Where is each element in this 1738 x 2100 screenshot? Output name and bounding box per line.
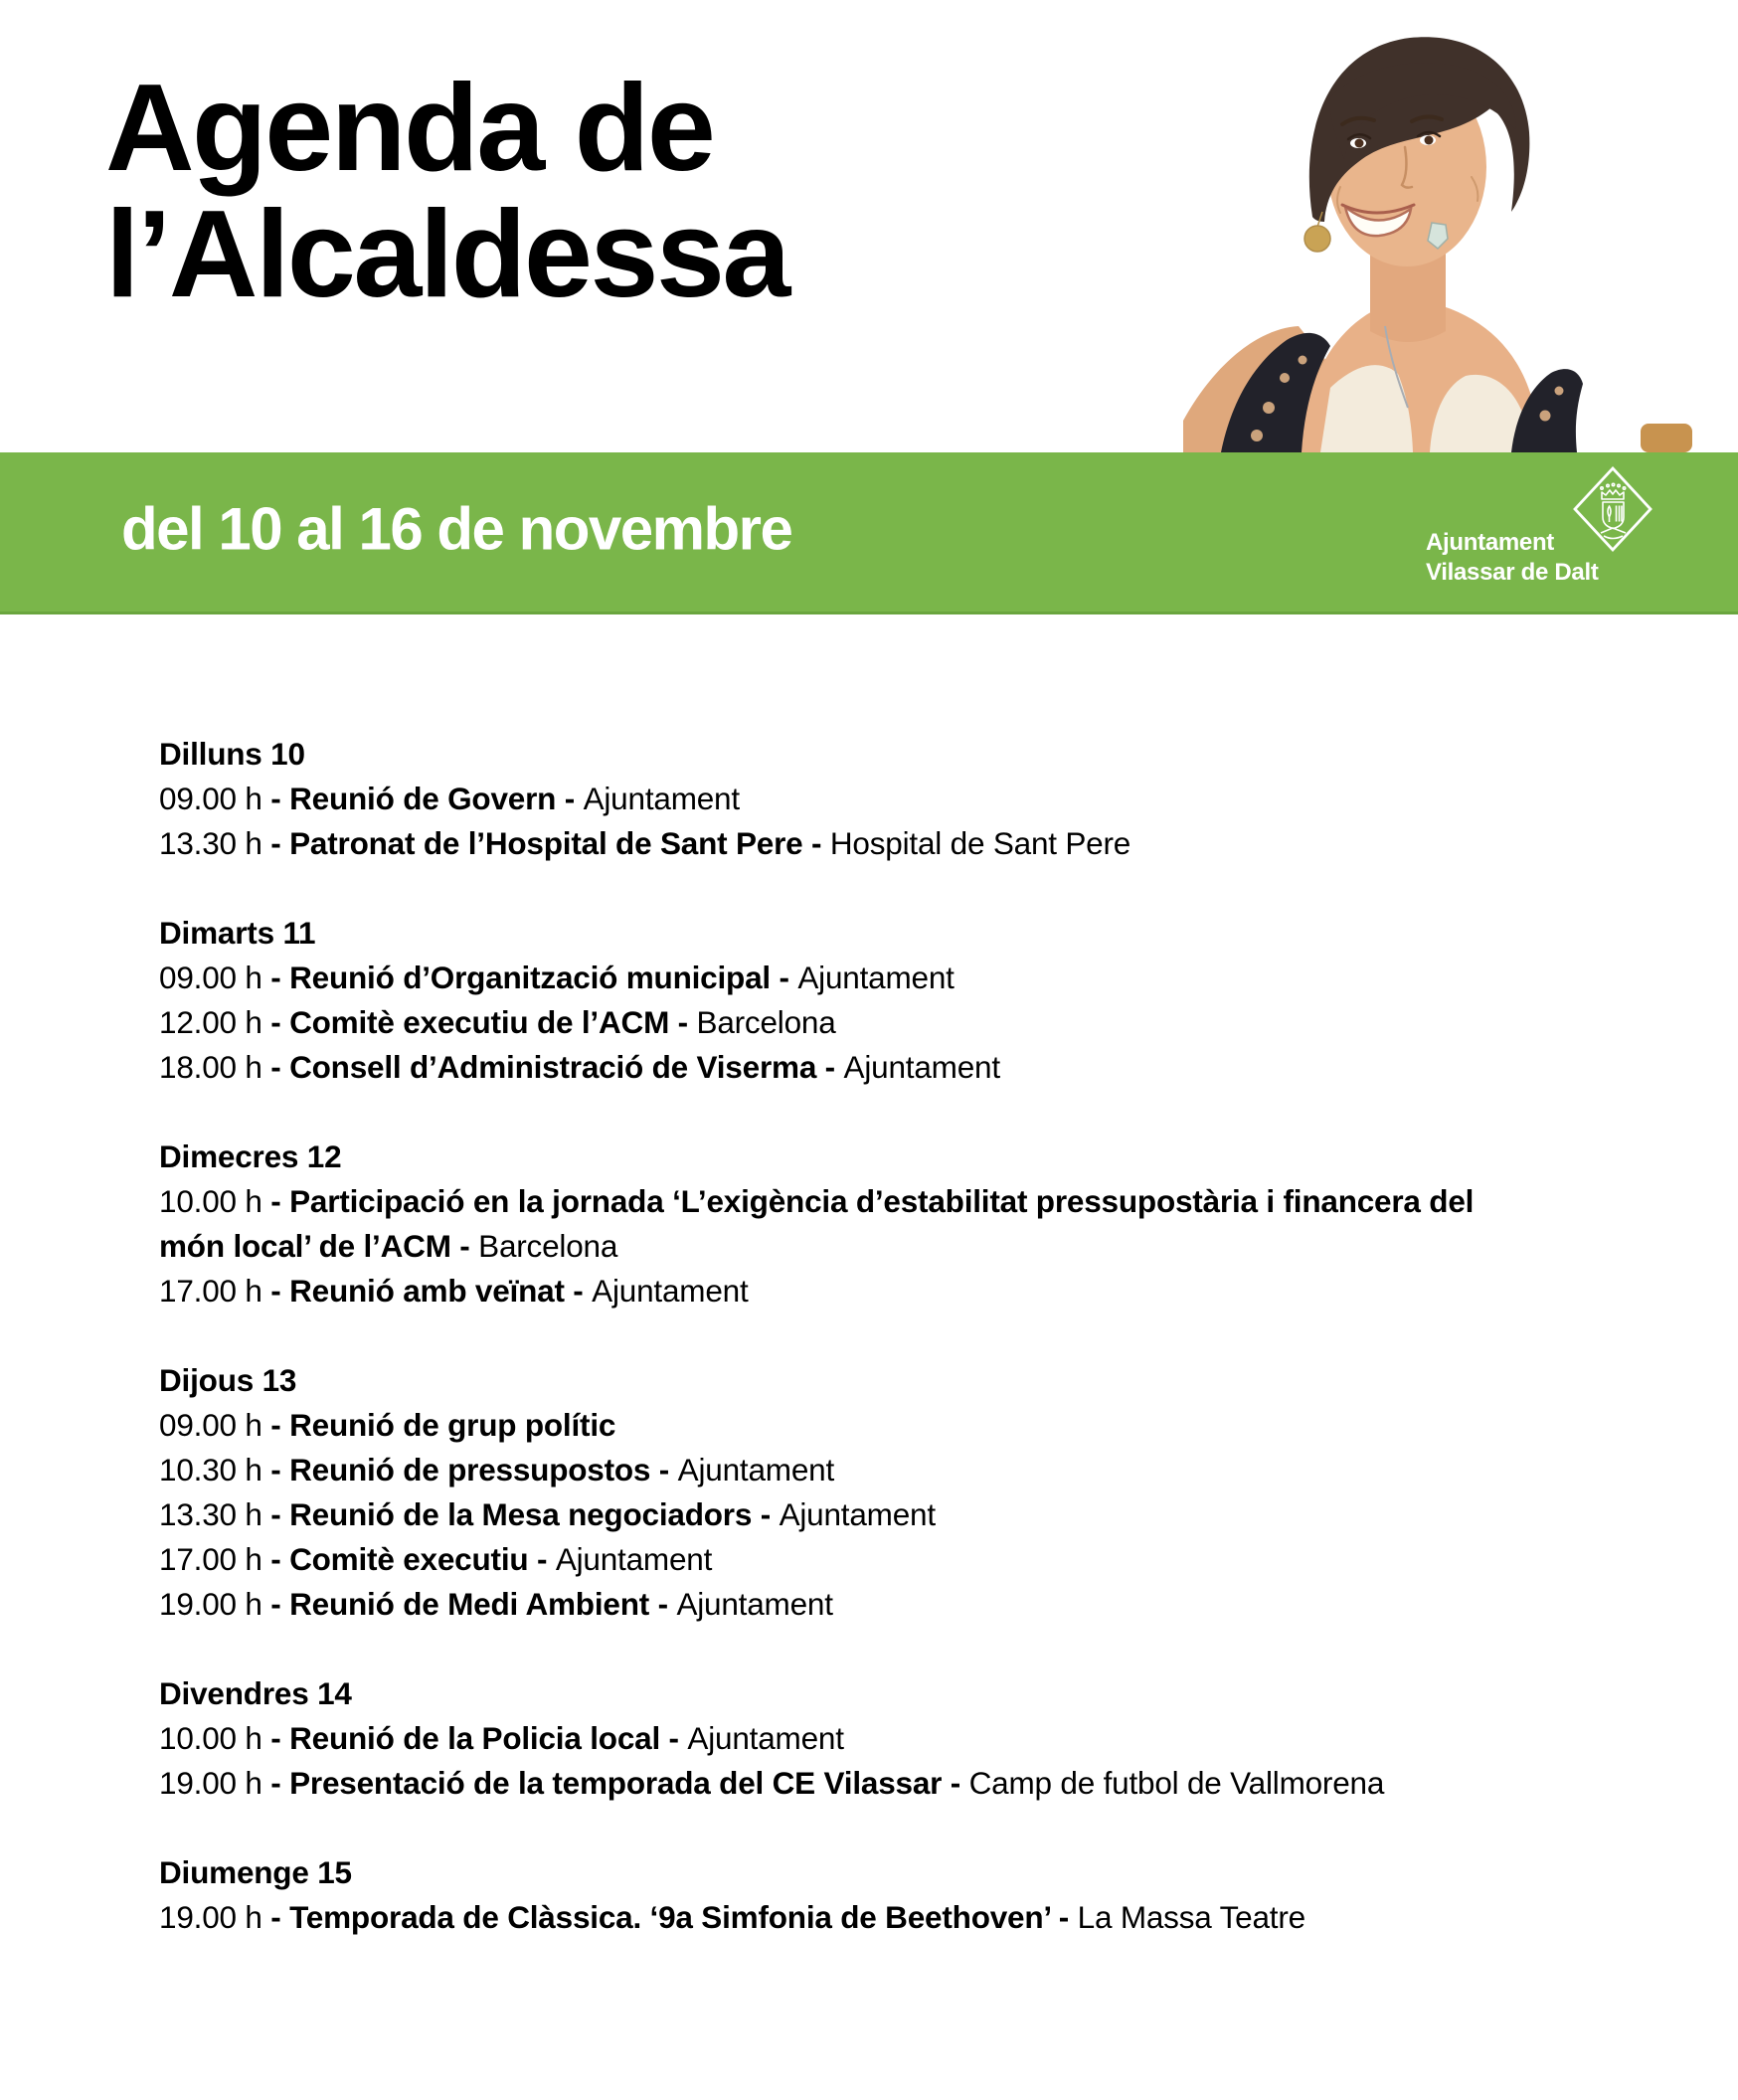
event-time: 19.00 h — [159, 1899, 262, 1935]
event-row — [159, 1403, 1481, 1448]
event-title: - Reunió de Govern - — [261, 781, 584, 816]
event-title: - Reunió de la Mesa negociadors - — [261, 1496, 780, 1532]
event-time: 09.00 h — [159, 1407, 262, 1443]
day-section-dilluns-10 — [159, 732, 1481, 866]
org-name-line2: Vilassar de Dalt — [1426, 559, 1599, 586]
day-section-dimecres-12 — [159, 1135, 1481, 1313]
event-time: 19.00 h — [159, 1765, 262, 1801]
event-title: - Reunió de grup polític — [261, 1407, 616, 1443]
event-time: 13.30 h — [159, 825, 262, 861]
day-section-diumenge-15 — [159, 1850, 1481, 1940]
event-row — [159, 1492, 1481, 1537]
day-label: Diumenge 15 — [159, 1854, 352, 1890]
day-section-dimarts-11 — [159, 911, 1481, 1090]
event-time: 10.00 h — [159, 1720, 262, 1756]
alcaldessa-photo — [1181, 28, 1738, 452]
org-name — [1426, 528, 1599, 588]
event-time: 10.00 h — [159, 1183, 262, 1219]
event-time: 18.00 h — [159, 1049, 262, 1085]
event-row — [159, 1761, 1481, 1806]
date-banner — [0, 452, 1738, 614]
event-location: Ajuntament — [555, 1541, 713, 1577]
event-location: Ajuntament — [843, 1049, 1000, 1085]
day-label: Dilluns 10 — [159, 736, 305, 772]
event-row — [159, 1045, 1481, 1090]
event-title: - Reunió de la Policia local - — [261, 1720, 688, 1756]
date-range-label: del 10 al 16 de novembre — [121, 495, 792, 563]
event-title: - Comitè executiu de l’ACM - — [261, 1004, 697, 1040]
event-location: Camp de futbol de Vallmorena — [968, 1765, 1385, 1801]
agenda-list — [159, 732, 1481, 1940]
portrait-illustration — [1181, 28, 1738, 452]
day-label: Dimecres 12 — [159, 1138, 342, 1174]
org-name-line1: Ajuntament — [1426, 529, 1555, 556]
event-title: - Participació en la jornada ‘L’exigència d’estabilitat pressupostària i financera del món local’ de l’ACM - — [159, 1183, 1475, 1264]
page-title — [105, 60, 788, 323]
event-time: 19.00 h — [159, 1586, 262, 1622]
event-location: Hospital de Sant Pere — [829, 825, 1131, 861]
event-location: Barcelona — [478, 1228, 618, 1264]
event-time: 17.00 h — [159, 1273, 262, 1309]
event-title: - Reunió de pressupostos - — [261, 1452, 678, 1488]
event-row — [159, 1582, 1481, 1627]
event-row — [159, 1000, 1481, 1045]
event-location: Ajuntament — [677, 1452, 835, 1488]
day-section-divendres-14 — [159, 1671, 1481, 1806]
event-time: 10.30 h — [159, 1452, 262, 1488]
day-section-dijous-13 — [159, 1358, 1481, 1627]
event-time: 09.00 h — [159, 781, 262, 816]
event-row — [159, 1269, 1481, 1313]
event-time: 09.00 h — [159, 960, 262, 995]
event-time: 17.00 h — [159, 1541, 262, 1577]
event-row — [159, 1895, 1481, 1940]
event-location: Ajuntament — [687, 1720, 844, 1756]
page-title-line1: Agenda de — [105, 60, 714, 197]
event-location: Barcelona — [696, 1004, 836, 1040]
day-label: Divendres 14 — [159, 1675, 352, 1711]
event-location: Ajuntament — [797, 960, 955, 995]
event-location: La Massa Teatre — [1077, 1899, 1305, 1935]
event-row — [159, 821, 1481, 866]
event-location: Ajuntament — [592, 1273, 749, 1309]
event-location: Ajuntament — [583, 781, 740, 816]
event-row — [159, 1537, 1481, 1582]
event-row — [159, 1716, 1481, 1761]
day-label: Dijous 13 — [159, 1362, 297, 1398]
event-title: - Reunió de Medi Ambient - — [261, 1586, 677, 1622]
event-row — [159, 777, 1481, 821]
event-title: - Reunió amb veïnat - — [261, 1273, 593, 1309]
event-title: - Reunió d’Organització municipal - — [261, 960, 798, 995]
page-title-line2: l’Alcaldessa — [105, 186, 788, 323]
event-title: - Consell d’Administració de Viserma - — [261, 1049, 844, 1085]
event-title: - Presentació de la temporada del CE Vilassar - — [261, 1765, 969, 1801]
event-time: 12.00 h — [159, 1004, 262, 1040]
event-row — [159, 1448, 1481, 1492]
event-location: Ajuntament — [779, 1496, 936, 1532]
event-title: - Patronat de l’Hospital de Sant Pere - — [261, 825, 830, 861]
event-title: - Comitè executiu - — [261, 1541, 556, 1577]
event-row — [159, 956, 1481, 1000]
event-location: Ajuntament — [676, 1586, 833, 1622]
event-row — [159, 1179, 1481, 1269]
event-title: - Temporada de Clàssica. ‘9a Simfonia de Beethoven’ - — [261, 1899, 1078, 1935]
day-label: Dimarts 11 — [159, 915, 316, 951]
event-time: 13.30 h — [159, 1496, 262, 1532]
